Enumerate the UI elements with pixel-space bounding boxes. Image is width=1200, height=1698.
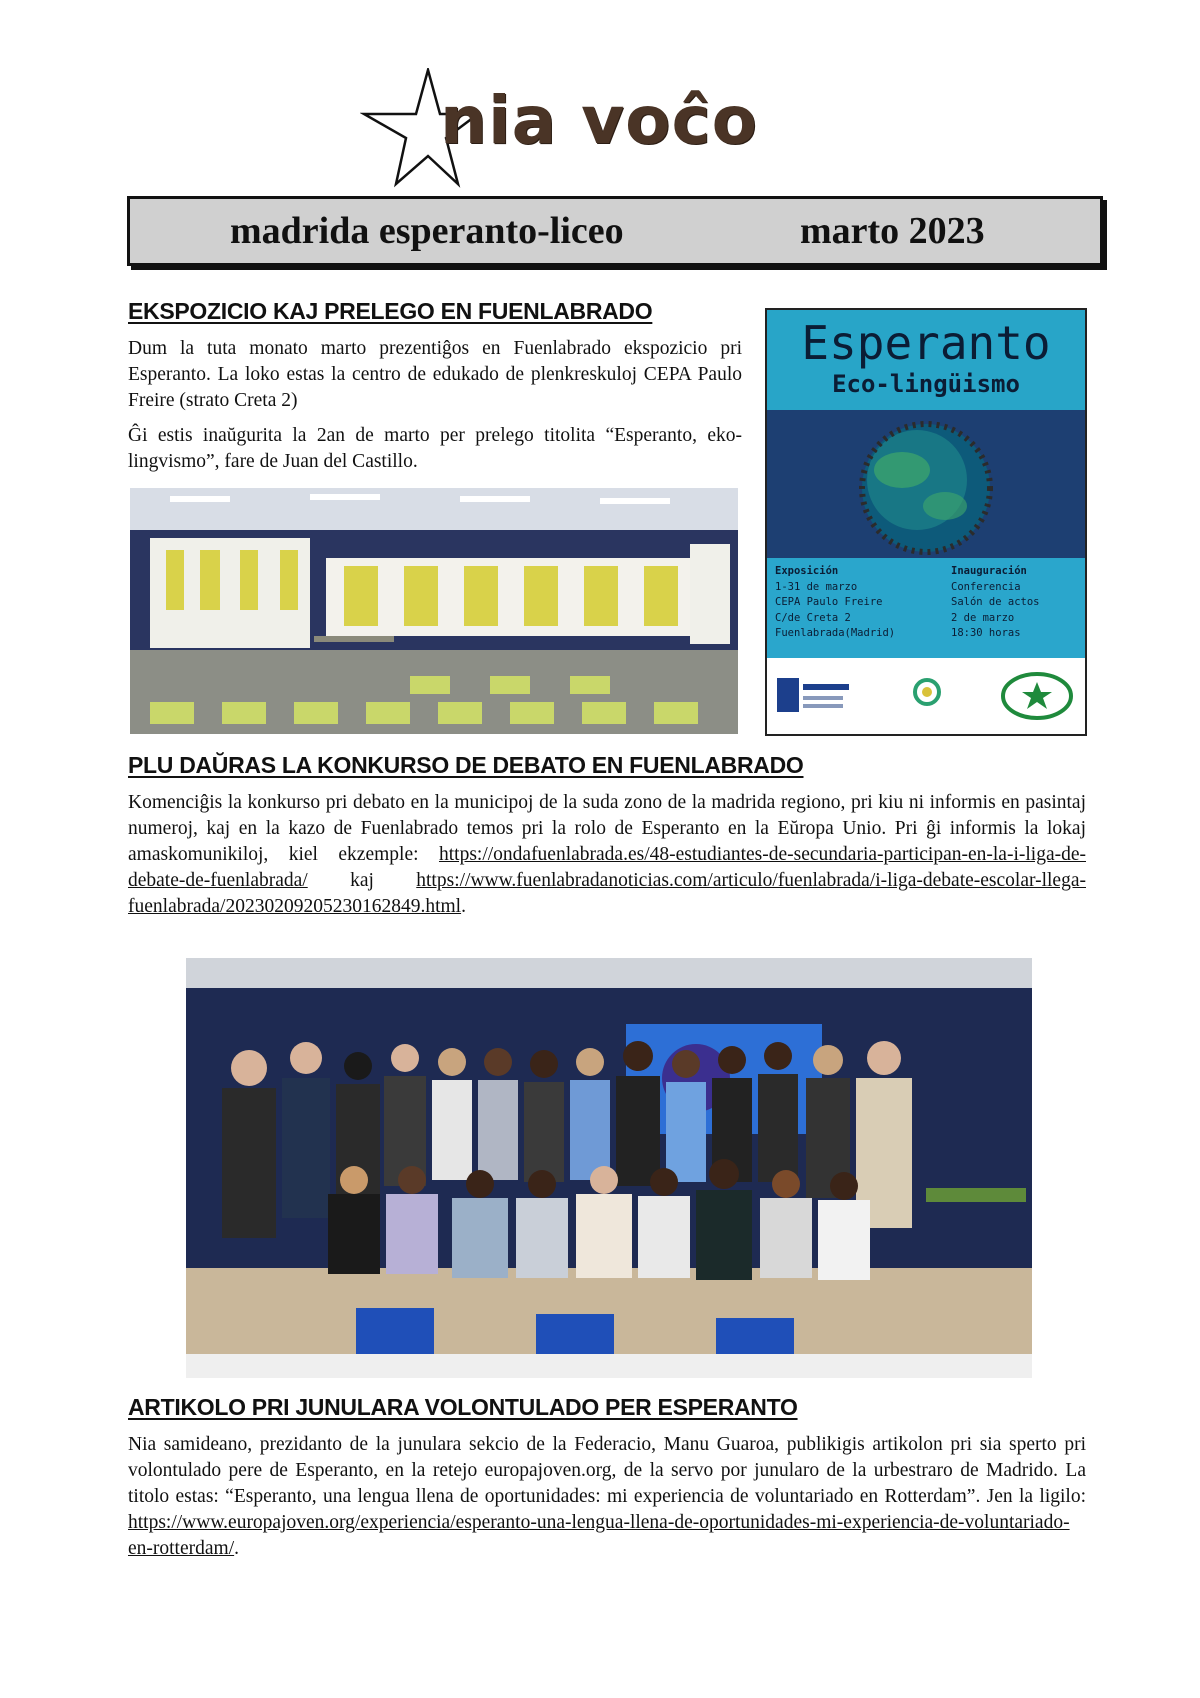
poster-right-line-3: Salón de actos [951,596,1040,608]
poster-title: Esperanto [801,316,1051,370]
article2-joiner: kaj [350,870,374,891]
poster-left-line-1: Exposición [775,565,839,577]
europajoven-link[interactable]: https://www.europajoven.org/experiencia/esperanto-una-lengua-llena-de-oportunidades-mi-experiencia-de-voluntariado-en-rotterdam/ [128,1512,1070,1559]
article3-heading: ARTIKOLO PRI JUNULARA VOLONTULADO PER ESPERANTO [128,1394,798,1420]
poster-info [767,558,1085,658]
debate-group-photo [186,958,1032,1378]
poster-right-line-5: 18:30 horas [951,627,1021,639]
poster-left-line-2: 1-31 de marzo [775,580,858,593]
article1-heading: EKSPOZICIO KAJ PRELEGO EN FUENLABRADO [128,298,653,324]
poster-subtitle: Eco-lingüismo [832,370,1020,398]
poster-left-line-5: Fuenlabrada(Madrid) [775,627,896,639]
exhibition-poster [765,308,1087,736]
article1-paragraph-1: Dum la tuta monato marto prezentiĝos en Fuenlabrado ekspozicio pri Esperanto. La loko estas la centro de edukado de plenkreskuloj CEPA Paulo Freire (strato Creta 2) [128,338,742,411]
poster-left-line-4: C/de Creta 2 [775,611,851,624]
poster-logos [767,658,1085,734]
article2-heading: PLU DAŬRAS LA KONKURSO DE DEBATO EN FUENLABRADO [128,752,804,778]
municipality-logo [777,678,849,712]
article2-end: . [461,896,466,917]
article2-paragraph [128,790,1086,920]
fuenlabradanoticias-link[interactable]: https://www.fuenlabradanoticias.com/articulo/fuenlabrada/i-liga-debate-escolar-llega-fuenlabrada/20230209205230162849.html [128,870,1086,917]
poster-right-column [951,564,1040,642]
globe-illustration [767,410,1085,558]
cepa-logo [915,680,939,704]
school-name: madrida esperanto-liceo [230,210,624,252]
article1-paragraph-2: Ĝi estis inaŭgurita la 2an de marto per prelego titolita “Esperanto, eko-lingvismo”, fare de Juan del Castillo. [128,425,742,472]
poster-right-line-2: Conferencia [951,580,1021,593]
header-banner [127,196,1103,266]
poster-left-column [775,564,895,642]
article2-text: Komenciĝis la konkurso pri debato en la municipoj de la suda zono de la madrida regiono, pri kiu ni informis en pasintaj numeroj, kaj en la kazo de Fuenlabrado temos pri la rolo de Esperanto en la Eŭropa Unio. Pri ĝi informis la lokaj amaskomunikiloj, kiel ekzemple: [128,792,1086,865]
ondafuenlabrada-link[interactable]: https://ondafuenlabrada.es/48-estudiantes-de-secundaria-participan-en-la-i-liga-de-debate-de-fuenlabrada/ [128,844,1086,891]
poster-right-line-1: Inauguración [951,565,1027,577]
esperanto-star-logo [1003,674,1071,718]
masthead [360,68,780,188]
poster-left-line-3: CEPA Paulo Freire [775,596,883,608]
article3-end: . [234,1538,239,1559]
article3-paragraph [128,1432,1086,1562]
exhibition-photo [130,488,738,734]
issue-date: marto 2023 [800,210,985,252]
article3-text: Nia samideano, prezidanto de la junulara sekcio de la Federacio, Manu Guaroa, publikigis artikolon pri sia sperto pri volontulado pere de Esperanto, en la retejo europajoven.org, de la servo por junularo de la urbestraro de Madrido. La titolo estas: “Esperanto, una lengua llena de oportunidades: mi experiencia de voluntariado en Rotterdam”. Jen la ligilo: [128,1434,1086,1507]
newsletter-title: nia voĉo [440,82,758,159]
poster-right-line-4: 2 de marzo [951,611,1015,624]
